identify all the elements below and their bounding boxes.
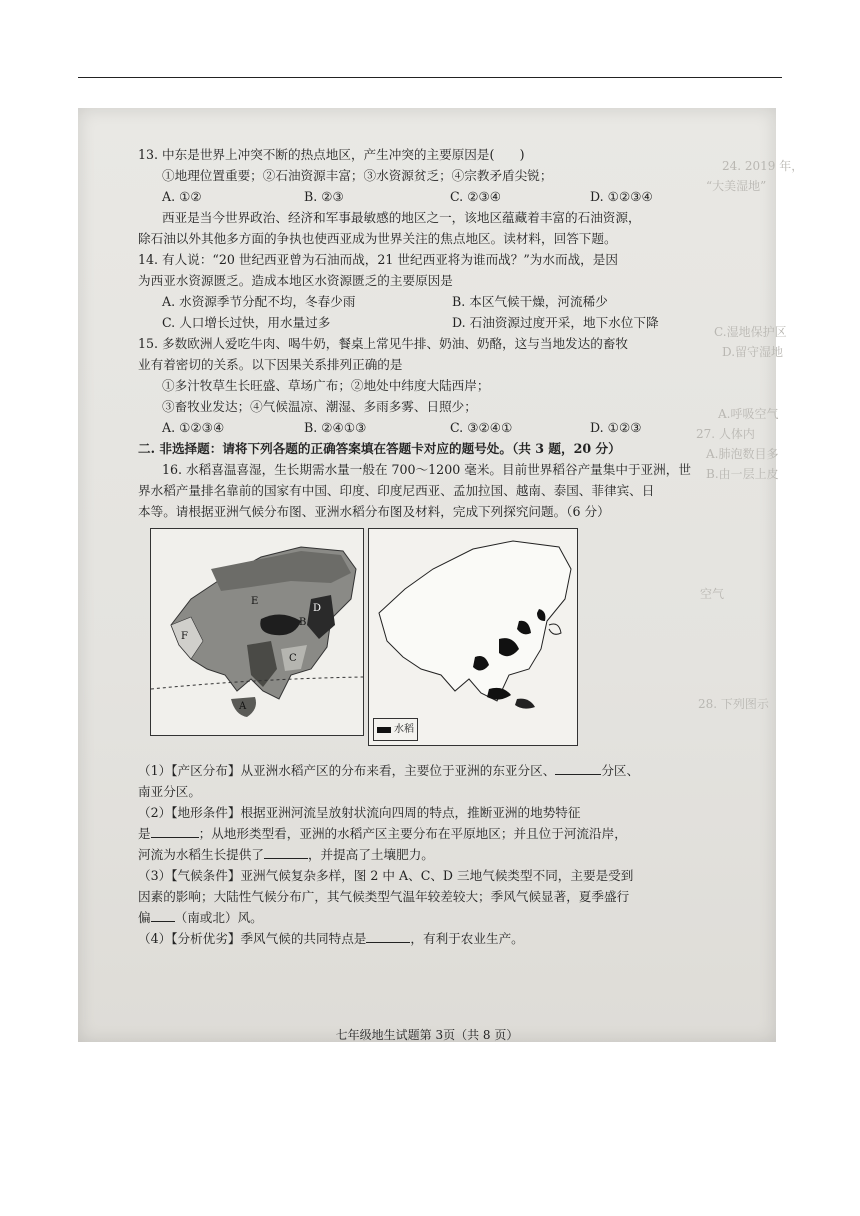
sub-question-1-end: 南亚分区。 [138, 784, 201, 799]
sub-question-1 [138, 760, 728, 781]
sub-question-2-text-3: 河流为水稻生长提供了 [138, 847, 264, 862]
scanned-page [78, 108, 804, 1042]
option-d: D. 石油资源过度开采，地下水位下降 [452, 315, 659, 330]
option-a: A. ①② [162, 189, 202, 204]
question-14-stem: 14. 有人说：“20 世纪西亚曾为石油而战，21 世纪西亚将为谁而战？”为水而战，是因 [138, 252, 618, 267]
sub-question-2-line-3 [138, 844, 728, 865]
sub-question-3-text: 偏 [138, 910, 151, 925]
bleed-text: D.留守湿地 [722, 345, 784, 359]
material-line-2: 除石油以外其他多方面的争执也使西亚成为世界关注的焦点地区。读材料，回答下题。 [138, 231, 617, 246]
material-line-1: 西亚是当今世界政治、经济和军事最敏感的地区之一，该地区蕴藏着丰富的石油资源， [162, 210, 641, 225]
legend-label: 水稻 [394, 724, 414, 735]
answer-blank[interactable] [555, 760, 601, 775]
answer-blank[interactable] [151, 907, 175, 922]
option-d: D. ①②③ [590, 420, 642, 435]
sub-question-1-text-2: 分区、 [601, 763, 640, 778]
option-a: A. 水资源季节分配不均，冬春少雨 [162, 294, 356, 309]
option-b: B. ②③ [304, 189, 344, 204]
option-a: A. ①②③④ [162, 420, 225, 435]
bleed-text: C.湿地保护区 [714, 325, 787, 339]
section-2-score: （共 3 题，20 分） [512, 441, 621, 456]
sub-question-3-line-3 [138, 907, 728, 928]
question-15-options [138, 417, 728, 438]
page-footer: 七年级地生试题第 3页（共 8 页） [335, 1028, 519, 1042]
question-14-stem-2: 为西亚水资源匮乏。造成本地区水资源匮乏的主要原因是 [138, 273, 453, 288]
asia-rice-map [368, 528, 578, 746]
sub-question-2-line-2 [138, 823, 728, 844]
option-c: C. 人口增长过快，用水量过多 [162, 315, 331, 330]
map-label-f: F [181, 631, 188, 642]
question-15-items-1: ①多汁牧草生长旺盛、草场广布；②地处中纬度大陆西岸； [162, 378, 490, 393]
bleed-text: 空气 [700, 587, 725, 601]
bleed-text: 28. 下列图示 [698, 697, 769, 711]
sub-question-4-text: （4）【分析优劣】季风气候的共同特点是 [138, 931, 367, 946]
option-d: D. ①②③④ [590, 189, 653, 204]
sub-question-2-text-4: ，并提高了土壤肥力。 [307, 847, 434, 862]
sub-question-3-text-2: （南或北）风。 [174, 910, 263, 925]
asia-outline [379, 541, 571, 701]
asia-climate-map-svg [151, 529, 363, 735]
option-b: B. 本区气候干燥，河流稀少 [452, 294, 608, 309]
bleed-text: A.呼吸空气 [718, 407, 779, 421]
section-2-heading [138, 438, 728, 459]
map-legend [373, 718, 418, 741]
question-16-line-2: 界水稻产量排名靠前的国家有中国、印度、印度尼西亚、孟加拉国、越南、泰国、菲律宾、日 [138, 483, 655, 498]
legend-swatch [377, 727, 391, 733]
sub-question-3: （3）【气候条件】亚洲气候复杂多样，图 2 中 A、C、D 三地气候类型不同，主要是受到 [138, 868, 634, 883]
question-16-line-1: 16. 水稻喜温喜湿，生长期需水量一般在 700～1200 毫米。目前世界稻谷产量集中于亚洲，世 [162, 462, 691, 477]
section-2-title: 二. 非选择题：请将下列各题的正确答案填在答题卡对应的题号处。 [138, 441, 512, 456]
option-c: C. ②③④ [450, 189, 502, 204]
question-15-stem: 15. 多数欧洲人爱吃牛肉、喝牛奶，餐桌上常见牛排、奶油、奶酪，这与当地发达的畜牧 [138, 336, 629, 351]
bleed-text: 24. 2019 年， [722, 159, 804, 173]
question-16-line-3: 本等。请根据亚洲气候分布图、亚洲水稻分布图及材料，完成下列探究问题。（6 分） [138, 504, 610, 519]
sub-question-2-text: 是 [138, 826, 151, 841]
question-13-stem: 13. 中东是世界上冲突不断的热点地区，产生冲突的主要原因是( ) [138, 147, 525, 162]
answer-blank[interactable] [264, 844, 308, 859]
answer-blank[interactable] [366, 928, 410, 943]
sub-question-4 [138, 928, 728, 949]
map-label-d: D [313, 603, 322, 614]
rice-area [515, 699, 535, 709]
sub-question-2: （2）【地形条件】根据亚洲河流呈放射状流向四周的特点，推断亚洲的地势特征 [138, 805, 581, 820]
sub-question-4-text-2: ，有利于农业生产。 [410, 931, 524, 946]
option-b: B. ②④①③ [304, 420, 367, 435]
question-14-options-row2 [138, 312, 728, 333]
map-label-b: B [299, 617, 307, 628]
question-13-options [138, 186, 728, 207]
japan-outline [549, 624, 561, 634]
map-label-e: E [251, 596, 259, 607]
option-c: C. ③②④① [450, 420, 513, 435]
bleed-text: B.由一层上皮 [706, 467, 779, 481]
sub-question-3-line-2: 因素的影响；大陆性气候分布广，其气候类型气温年较差较大；季风气候显著，夏季盛行 [138, 889, 630, 904]
map-figures [138, 528, 728, 760]
question-15-items-2: ③畜牧业发达；④气候温凉、潮湿、多雨多雾、日照少； [162, 399, 477, 414]
bleed-text: “大美湿地” [706, 179, 767, 193]
sub-question-2-text-2: ；从地形类型看，亚洲的水稻产区主要分布在平原地区；并且位于河流沿岸， [198, 826, 627, 841]
sub-question-1-text: （1）【产区分布】从亚洲水稻产区的分布来看，主要位于亚洲的东亚分区、 [138, 763, 556, 778]
bleed-text: A.肺泡数目多 [706, 447, 779, 461]
header-rule [78, 77, 782, 78]
question-15-stem-2: 业有着密切的关系。以下因果关系排列正确的是 [138, 357, 403, 372]
asia-rice-map-svg [369, 529, 577, 745]
map-label-a: A [239, 701, 247, 712]
answer-blank[interactable] [151, 823, 199, 838]
asia-climate-map [150, 528, 364, 736]
exam-content [138, 144, 728, 949]
rice-area [487, 688, 511, 700]
bleed-text: 27. 人体内 [696, 427, 755, 441]
map-label-c: C [289, 653, 297, 664]
question-14-options-row1 [138, 291, 728, 312]
question-13-items: ①地理位置重要；②石油资源丰富；③水资源贫乏；④宗教矛盾尖锐； [162, 168, 553, 183]
